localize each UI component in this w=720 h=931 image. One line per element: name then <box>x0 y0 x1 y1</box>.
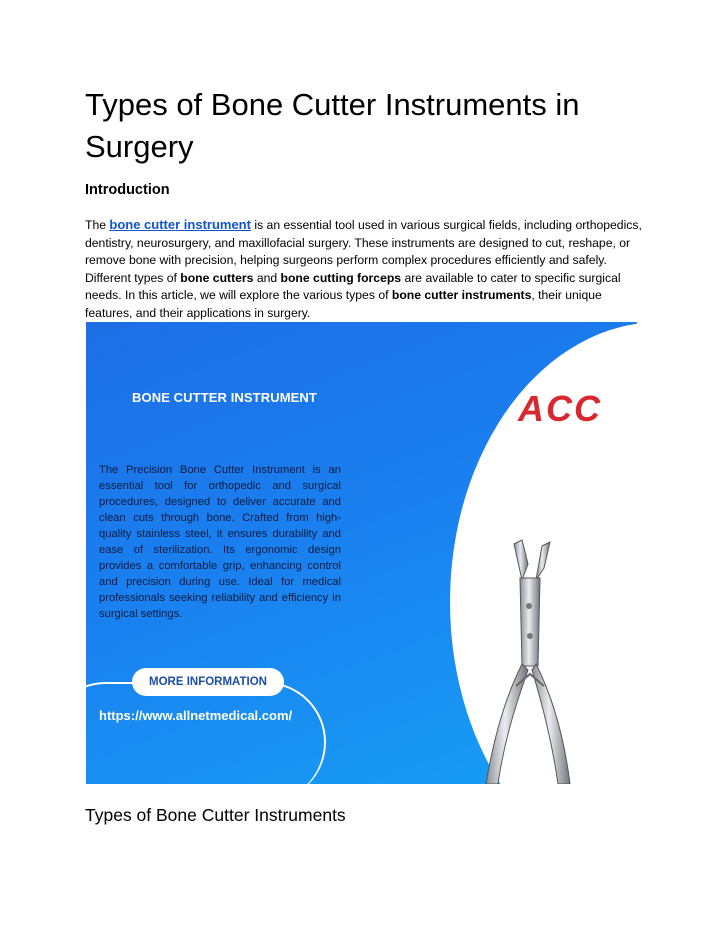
banner-heading: BONE CUTTER INSTRUMENT <box>132 390 317 405</box>
intro-text-5: , their unique features, and their applications in surgery. <box>85 288 602 320</box>
bone-cutter-instrument-icon <box>456 536 596 784</box>
banner-decorative-arc <box>86 682 326 784</box>
acc-logo-text: ACC <box>518 388 602 428</box>
intro-text-3: and <box>253 270 281 285</box>
banner-description: The Precision Bone Cutter Instrument is an essential tool for orthopedic and surgical procedures, designed to deliver accurate and clean cuts through bone. Crafted from high-quality stainless steel, it ensures durability and ease of sterilization. Its ergonomic design provides a comfortable grip, enhancing control and precision during use. Ideal for medical professionals seeking reliability and efficiency in surgical settings. <box>99 464 341 620</box>
bone-cutter-instrument-link[interactable]: bone cutter instrument <box>109 217 251 232</box>
intro-text-2: is an essential tool used in various surgical fields, including orthopedics, dentistry, neurosurgery, and maxillofacial surgery. These instruments are designed to cut, reshape, or remove bone with precision, helping surgeons perform complex procedures efficiently and safely. Different types of <box>85 218 642 285</box>
intro-paragraph <box>85 216 645 323</box>
bold-bone-cutting-forceps: bone cutting forceps <box>280 270 402 285</box>
page-title: Types of Bone Cutter Instruments in Surgery <box>85 87 580 164</box>
intro-text-4: are available to cater to specific surgical needs. In this article, we will explore the various types of <box>85 270 621 303</box>
product-banner-image <box>86 322 637 784</box>
types-section-heading: Types of Bone Cutter Instruments <box>85 805 346 825</box>
banner-url: https://www.allnetmedical.com/ <box>99 708 293 723</box>
acc-logo <box>508 388 612 428</box>
bold-bone-cutters: bone cutters <box>180 270 254 285</box>
introduction-heading: Introduction <box>85 182 170 198</box>
more-information-button[interactable]: MORE INFORMATION <box>132 668 284 696</box>
bold-bone-cutter-instruments: bone cutter instruments <box>391 288 532 303</box>
intro-text-1: The <box>85 218 110 232</box>
